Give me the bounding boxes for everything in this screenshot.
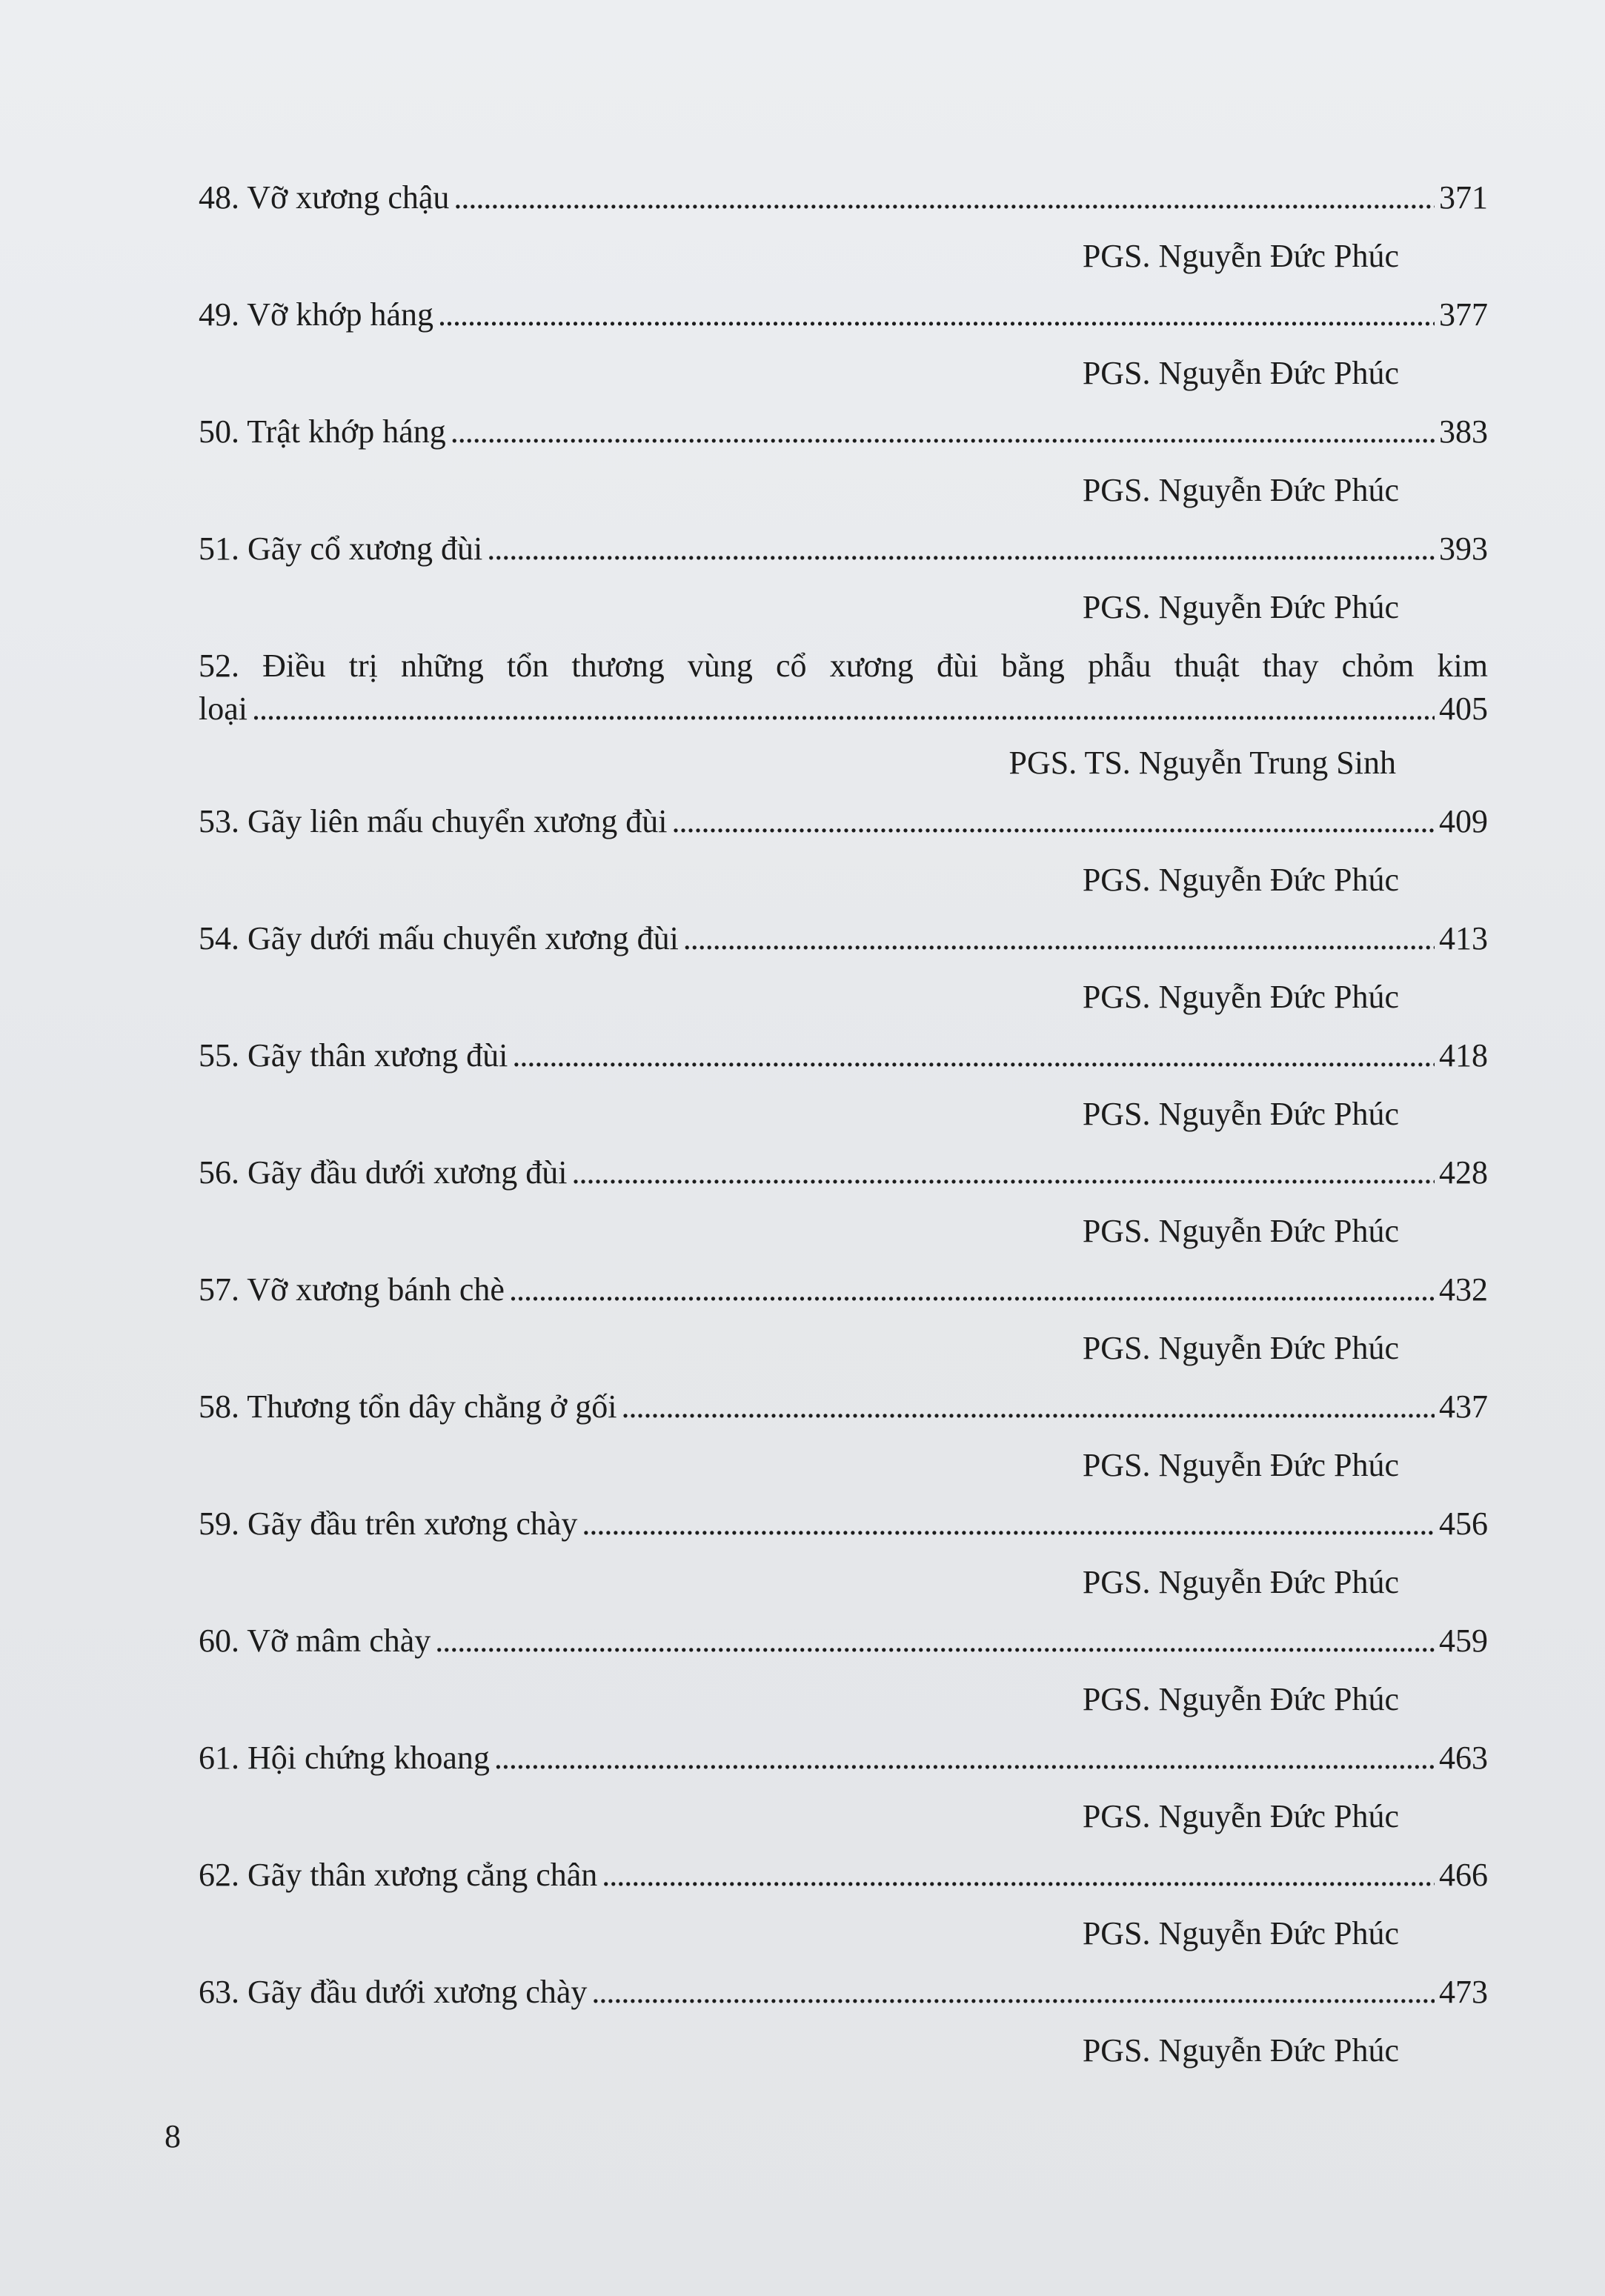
dot-leader (509, 1264, 1435, 1316)
entry-title: 54. Gãy dưới mấu chuyển xương đùi (199, 920, 679, 956)
toc-entry-59 (199, 1498, 1488, 1615)
entry-page: 463 (1439, 1740, 1488, 1776)
entry-author: PGS. Nguyễn Đức Phúc (1082, 355, 1399, 391)
toc-row (199, 1849, 1488, 1901)
dot-leader (591, 1966, 1435, 2018)
toc-row (199, 172, 1488, 224)
toc-entry-62 (199, 1849, 1488, 1966)
entry-author: PGS. Nguyễn Đức Phúc (1082, 2032, 1399, 2069)
toc-row (199, 1615, 1488, 1667)
entry-author: PGS. TS. Nguyễn Trung Sinh (1008, 745, 1396, 781)
entry-author: PGS. Nguyễn Đức Phúc (1082, 1096, 1399, 1132)
entry-title: 48. Vỡ xương chậu (199, 179, 450, 216)
toc-row (199, 1498, 1488, 1550)
dot-leader (453, 172, 1435, 224)
toc-row (199, 1732, 1488, 1784)
entry-author: PGS. Nguyễn Đức Phúc (1082, 1681, 1399, 1717)
toc-row (199, 796, 1488, 848)
entry-page: 428 (1439, 1154, 1488, 1191)
toc-entry-60 (199, 1615, 1488, 1732)
dot-leader (451, 406, 1435, 458)
entry-title: 49. Vỡ khớp háng (199, 296, 434, 333)
entry-title: 63. Gãy đầu dưới xương chày (199, 1974, 588, 2010)
toc-entry-57 (199, 1264, 1488, 1381)
entry-page: 409 (1439, 803, 1488, 839)
toc-entry-54 (199, 913, 1488, 1030)
entry-page: 466 (1439, 1857, 1488, 1893)
toc-row (199, 523, 1488, 575)
entry-page: 459 (1439, 1623, 1488, 1659)
entry-author: PGS. Nguyễn Đức Phúc (1082, 862, 1399, 898)
entry-title: 58. Thương tổn dây chằng ở gối (199, 1388, 617, 1425)
entry-page: 393 (1439, 530, 1488, 567)
entry-page: 437 (1439, 1388, 1488, 1425)
toc-row (199, 1030, 1488, 1082)
entry-title: 50. Trật khớp háng (199, 413, 446, 450)
entry-page: 377 (1439, 296, 1488, 333)
entry-page: 456 (1439, 1505, 1488, 1542)
entry-title: 60. Vỡ mâm chày (199, 1623, 431, 1659)
toc-row (199, 913, 1488, 965)
entry-author: PGS. Nguyễn Đức Phúc (1082, 1213, 1399, 1249)
entry-author: PGS. Nguyễn Đức Phúc (1082, 1915, 1399, 1951)
dot-leader (438, 289, 1435, 341)
entry-title: 53. Gãy liên mấu chuyển xương đùi (199, 803, 668, 839)
toc-entry-50 (199, 406, 1488, 523)
entry-title-line1: 52. Điều trị những tổn thương vùng cổ xương đùi bằng phẫu thuật thay chỏm kim (199, 648, 1488, 684)
toc-row (199, 406, 1488, 458)
entry-title: 51. Gãy cổ xương đùi (199, 530, 483, 567)
entry-title: 59. Gãy đầu trên xương chày (199, 1505, 578, 1542)
entry-page: 371 (1439, 179, 1488, 216)
toc-entry-63 (199, 1966, 1488, 2083)
toc-row (199, 688, 1488, 731)
entry-title: 57. Vỡ xương bánh chè (199, 1271, 505, 1308)
toc-entry-53 (199, 796, 1488, 913)
dot-leader (252, 688, 1435, 731)
toc-entry-55 (199, 1030, 1488, 1147)
entry-page: 405 (1439, 691, 1488, 727)
entry-page: 473 (1439, 1974, 1488, 2010)
entry-author: PGS. Nguyễn Đức Phúc (1082, 979, 1399, 1015)
entry-author: PGS. Nguyễn Đức Phúc (1082, 238, 1399, 274)
entry-page: 413 (1439, 920, 1488, 956)
dot-leader (602, 1849, 1435, 1901)
entry-title: 62. Gãy thân xương cẳng chân (199, 1857, 598, 1893)
toc-entry-56 (199, 1147, 1488, 1264)
toc-row (199, 1381, 1488, 1433)
toc-row (199, 289, 1488, 341)
dot-leader (582, 1498, 1435, 1550)
dot-leader (572, 1147, 1435, 1199)
toc-entry-51 (199, 523, 1488, 640)
dot-leader (671, 796, 1435, 848)
entry-title: 55. Gãy thân xương đùi (199, 1037, 508, 1074)
toc-entry-61 (199, 1732, 1488, 1849)
entry-author: PGS. Nguyễn Đức Phúc (1082, 1330, 1399, 1366)
dot-leader (683, 913, 1435, 965)
page-number: 8 (165, 2118, 181, 2154)
toc-entry-49 (199, 289, 1488, 406)
toc-row (199, 1147, 1488, 1199)
toc-entry-48 (199, 172, 1488, 289)
table-of-contents (199, 172, 1488, 2083)
dot-leader (435, 1615, 1435, 1667)
dot-leader (512, 1030, 1435, 1082)
toc-entry-52 (199, 640, 1488, 796)
dot-leader (487, 523, 1435, 575)
entry-author: PGS. Nguyễn Đức Phúc (1082, 589, 1399, 625)
dot-leader (494, 1732, 1435, 1784)
entry-title: loại (199, 691, 247, 727)
dot-leader (622, 1381, 1435, 1433)
entry-author: PGS. Nguyễn Đức Phúc (1082, 1447, 1399, 1483)
entry-title: 56. Gãy đầu dưới xương đùi (199, 1154, 568, 1191)
entry-title: 61. Hội chứng khoang (199, 1740, 490, 1776)
toc-row (199, 1264, 1488, 1316)
toc-entry-58 (199, 1381, 1488, 1498)
entry-page: 383 (1439, 413, 1488, 450)
entry-author: PGS. Nguyễn Đức Phúc (1082, 472, 1399, 508)
toc-row (199, 1966, 1488, 2018)
entry-page: 418 (1439, 1037, 1488, 1074)
entry-author: PGS. Nguyễn Đức Phúc (1082, 1798, 1399, 1834)
entry-page: 432 (1439, 1271, 1488, 1308)
entry-author: PGS. Nguyễn Đức Phúc (1082, 1564, 1399, 1600)
